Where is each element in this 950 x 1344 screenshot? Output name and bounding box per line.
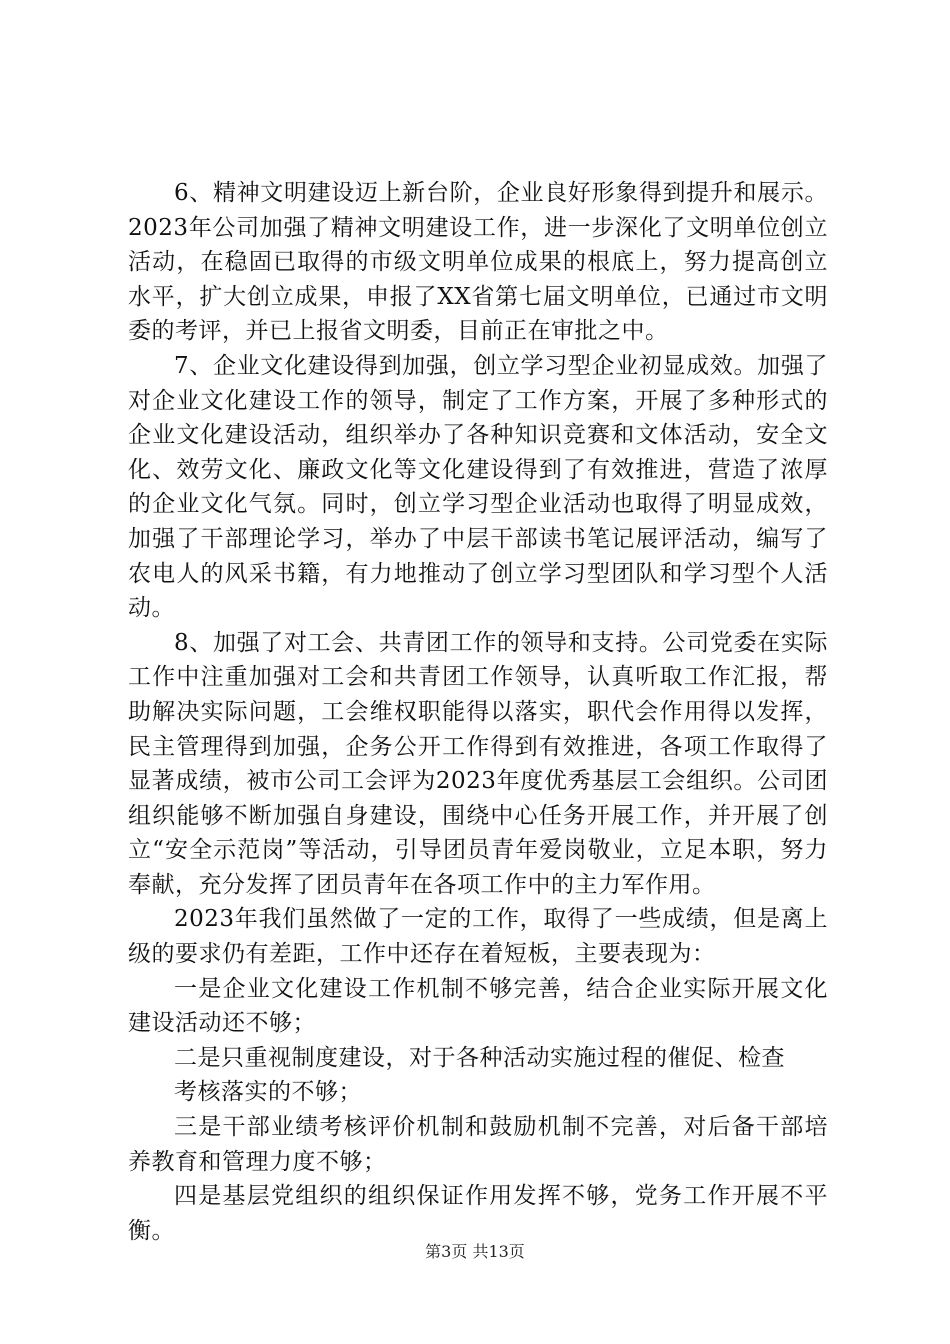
- paragraph-shortcoming-4: 四是基层党组织的组织保证作用发挥不够，党务工作开展不平衡。: [128, 1183, 828, 1244]
- paragraph-spiritual-civilization: 6、精神文明建设迈上新台阶，企业良好形象得到提升和展示。2023年公司加强了精神文明建设工作，进一步深化了文明单位创立活动，在稳固已取得的市级文明单位成果的根底上，努力提高创立水平，扩大创立成果，申报了XX省第七届文明单位，已通过市文明委的考评，并已上报省文明委，目前正在审批之中。: [128, 180, 828, 345]
- document-body: [128, 176, 828, 1248]
- paragraph-corporate-culture: 7、企业文化建设得到加强，创立学习型企业初显成效。加强了对企业文化建设工作的领导，制定了工作方案，开展了多种形式的企业文化建设活动，组织举办了各种知识竞赛和文体活动，安全文化、效劳文化、廉政文化等文化建设得到了有效推进，营造了浓厚的企业文化气氛。同时，创立学习型企业活动也取得了明显成效，加强了干部理论学习，举办了中层干部读书笔记展评活动，编写了农电人的风采书籍，有力地推动了创立学习型团队和学习型个人活动。: [128, 352, 828, 622]
- paragraph-summary-shortcomings: 2023年我们虽然做了一定的工作，取得了一些成绩，但是离上级的要求仍有差距，工作中还存在着短板，主要表现为：: [128, 906, 828, 968]
- paragraph-shortcoming-1: 一是企业文化建设工作机制不够完善，结合企业实际开展文化建设活动还不够；: [128, 975, 828, 1037]
- paragraph-shortcoming-3: 三是干部业绩考核评价机制和鼓励机制不完善，对后备干部培养教育和管理力度不够；: [128, 1114, 828, 1175]
- paragraph-union-youth-league: 8、加强了对工会、共青团工作的领导和支持。公司党委在实际工作中注重加强对工会和共青团工作领导，认真听取工作汇报，帮助解决实际问题，工会维权职能得以落实，职代会作用得以发挥，民主管理得到加强，企务公开工作得到有效推进，各项工作取得了显著成绩，被市公司工会评为2023年度优秀基层工会组织。公司团组织能够不断加强自身建设，围绕中心任务开展工作，并开展了创立“安全示范岗”等活动，引导团员青年爱岗敬业，立足本职，努力奉献，充分发挥了团员青年在各项工作中的主力军作用。: [128, 629, 828, 898]
- paragraph-shortcoming-2: 二是只重视制度建设，对于各种活动实施过程的催促、检查: [174, 1044, 785, 1071]
- page-footer: 第3页 共13页: [425, 1242, 525, 1261]
- paragraph-shortcoming-2-cont: 考核落实的不够；: [174, 1079, 362, 1106]
